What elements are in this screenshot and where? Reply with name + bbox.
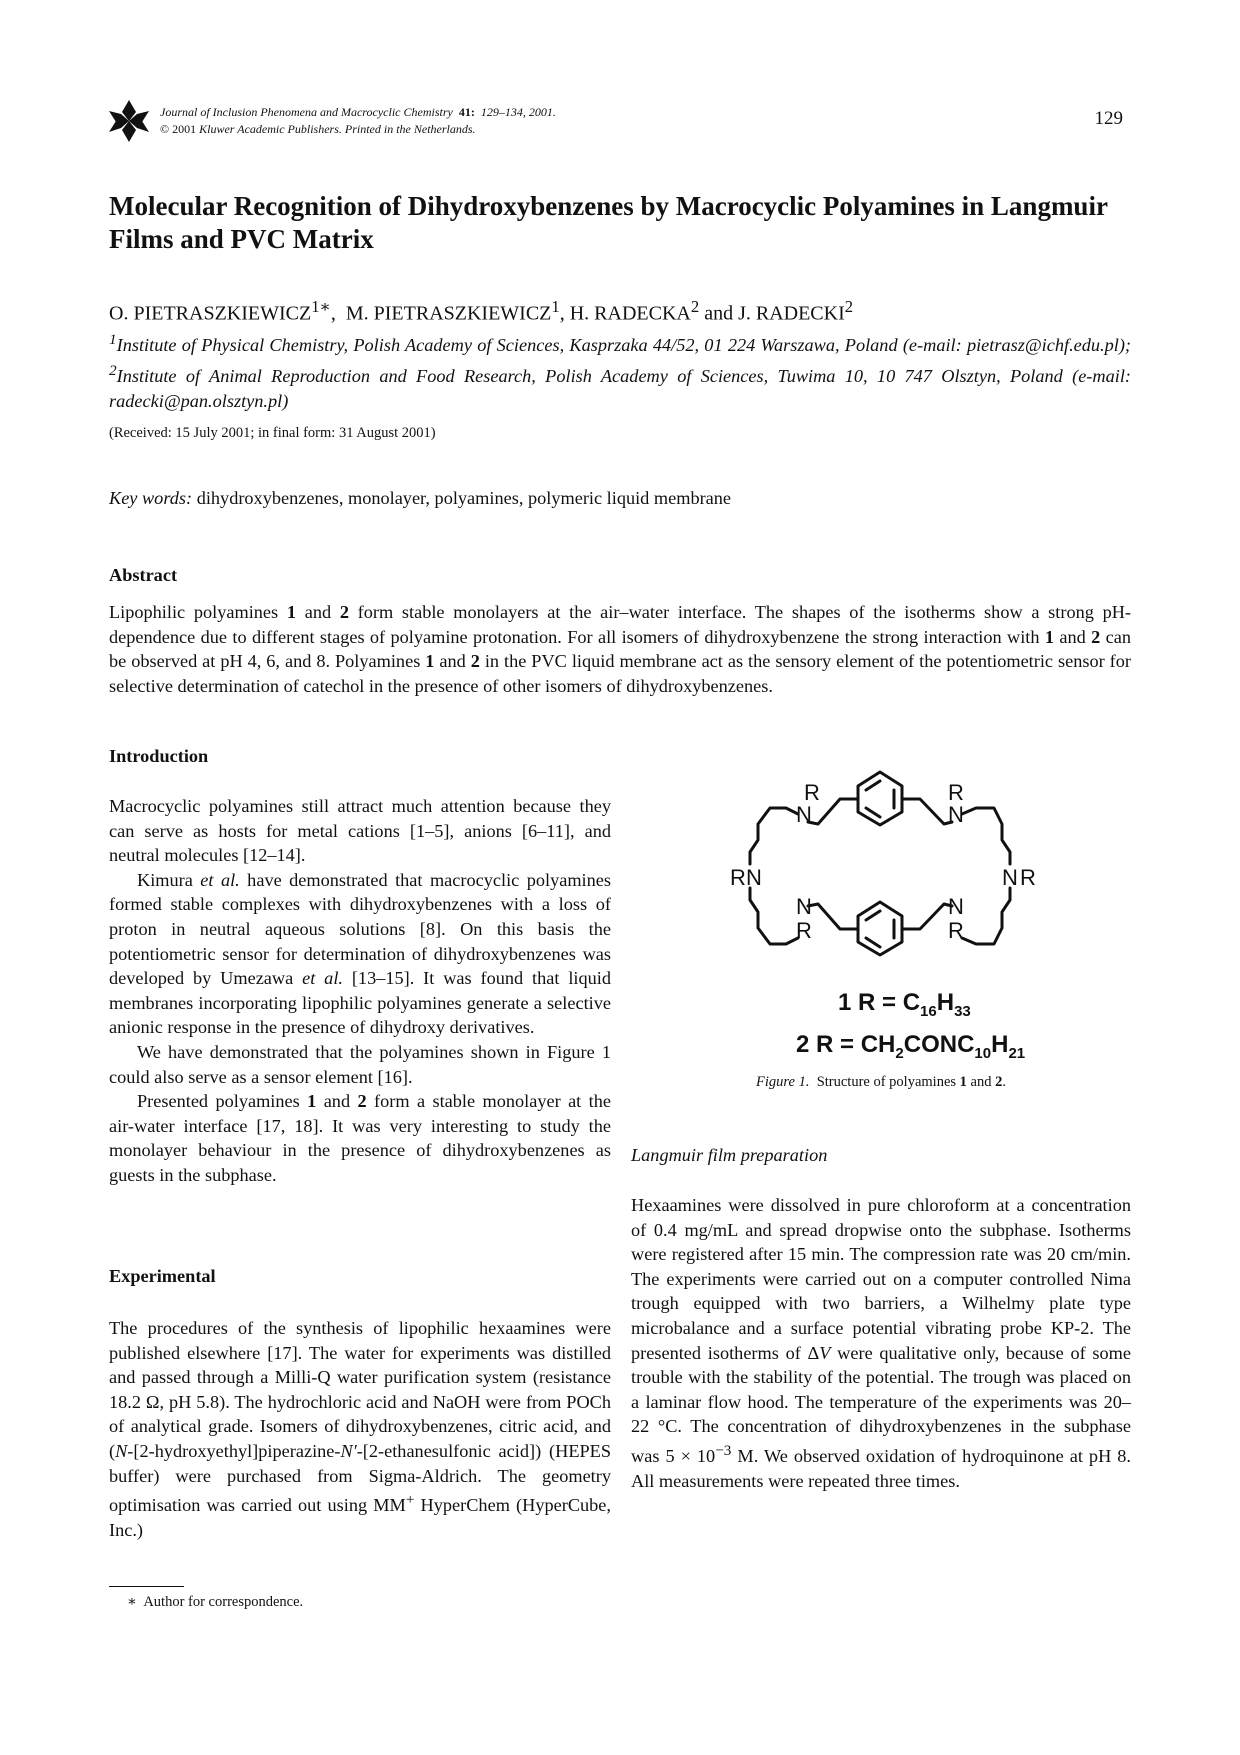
atom-n: N: [796, 802, 812, 827]
caption-text: and: [966, 1074, 996, 1090]
compound-ref: 1: [425, 651, 435, 672]
experimental-sup: +: [405, 1491, 415, 1509]
footnote-star: ∗: [127, 1594, 137, 1610]
introduction-body: [109, 794, 611, 1188]
atom-n: N: [796, 894, 812, 919]
received-dates: (Received: 15 July 2001; in final form: 31 August 2001): [109, 425, 436, 441]
keywords: [109, 488, 731, 509]
compound-ref: 1: [1044, 626, 1055, 647]
experimental-text: The procedures of the synthesis of lipophilic hexaamines were published elsewhere [17]. The water for experiments was distilled and passed through a Milli-Q water purification system (resistance 18.2 Ω, pH 5.8). The hydrochloric acid and NaOH were from POCh of analytical grade. Isomers of dihydroxybenzenes, citric acid, and (: [109, 1318, 611, 1461]
atom-n: N: [1002, 865, 1018, 890]
experimental-heading: Experimental: [109, 1266, 216, 1286]
author-3-sup: 2: [690, 297, 700, 316]
affil-1: Institute of Physical Chemistry, Polish Academy of Sciences, Kasprzaka 44/52, 01 224 Warszawa, Poland (e-mail: pietrasz@ichf.edu.pl);: [116, 335, 1131, 356]
journal-name: Journal of Inclusion Phenomena and Macrocyclic Chemistry: [160, 105, 453, 119]
experimental-body: [109, 1316, 611, 1542]
intro-text: form a stable monolayer at the air-water interface [17, 18]. It was very interesting to study the monolayer behaviour in the presence of dihydroxybenzenes as guests in the subphase.: [109, 1091, 611, 1185]
author-1-sup: 1∗: [311, 297, 331, 316]
footnote-rule: [109, 1586, 184, 1587]
compound-1-label: [838, 989, 971, 1020]
compound-2-label: [796, 1031, 1025, 1062]
intro-text: Kimura: [137, 869, 201, 890]
intro-etal: et al.: [302, 968, 343, 989]
author-list: O. $PIETRASZKIEWICZ^{1∗}$, M. PIETRASZKIEWICZ$^1$, H. RADECKA$^2$ and J. RADECKI$^2$: [109, 297, 854, 325]
author-1: O. PIETRASZKIEWICZ: [109, 302, 312, 325]
compound-ref: 2: [995, 1074, 1003, 1090]
footnote: [127, 1594, 303, 1611]
compound-1-formula: R = C: [858, 989, 921, 1016]
atom-n: N: [948, 894, 964, 919]
copyright: © 2001: [160, 122, 197, 136]
author-2: M. PIETRASZKIEWICZ: [345, 302, 552, 325]
abstract-text: in the PVC liquid membrane act as the sensory element of the potentiometric sensor for selective determination of catechol in the presence of other isomers of dihydroxybenzenes.: [109, 651, 1131, 696]
author-2-sup: 1: [551, 297, 560, 316]
caption-text: Structure of polyamines: [816, 1074, 960, 1090]
langmuir-text: Hexaamines were dissolved in pure chloroform at a concentration of 0.4 mg/mL and spread dropwise onto the subphase. Isotherms were registered after 15 min. The compression rate was 20 cm/min. The experiments were carried out on a computer controlled Nima trough equipped with two barriers, a Wilhelmy plate type microbalance and a surface potential vibrating probe KP-2. The presented isotherms of Δ: [631, 1195, 1131, 1363]
langmuir-text: M. We observed oxidation of hydroquinone at pH 8. All measurements were repeated three times.: [631, 1446, 1131, 1491]
abstract-text: and: [1054, 626, 1092, 647]
abstract-text: form stable monolayers at the air–water interface. The shapes of the isotherms show a strong pH-dependence due to different stages of polyamine protonation. For all isomers of dihydroxybenzene the strong interaction with: [109, 602, 1132, 647]
abstract-text: Lipophilic polyamines: [109, 602, 287, 622]
atom-r: R: [804, 780, 820, 805]
intro-text: have demonstrated that macrocyclic polyamines formed stable complexes with dihydroxybenzenes with a loss of proton in neutral aqueous solutions [8]. On this basis the potentiometric sensor for determination of dihydroxybenzenes was developed by Umezawa: [109, 869, 611, 989]
compound-2-formula: R = CH: [816, 1031, 896, 1058]
formula-subscript: 33: [954, 1003, 971, 1020]
abstract-text: and: [434, 651, 471, 672]
publisher: Kluwer Academic Publishers. Printed in the Netherlands.: [199, 122, 476, 136]
journal-citation: [160, 104, 556, 138]
intro-paragraph-4: [109, 1089, 611, 1187]
caption-label: Figure 1.: [756, 1074, 810, 1090]
affil-2: Institute of Animal Reproduction and Food Research, Polish Academy of Sciences, Tuwima 10, 10 747 Olsztyn, Poland (e-mail: radecki@pan.olsztyn.pl): [109, 366, 1131, 412]
atom-r: R: [730, 865, 746, 890]
compound-ref: 2: [1091, 626, 1101, 647]
compound-ref: 1: [286, 602, 296, 622]
experimental-text: -[2-ethanesulfonic acid]) (HEPES buffer) were purchased from Sigma-Aldrich. The geometry optimisation was carried out using MM: [109, 1440, 611, 1516]
intro-text: and: [316, 1091, 358, 1112]
intro-etal: et al.: [200, 869, 240, 890]
abstract-text: can be observed at pH 4, 6, and 8. Polyamines: [109, 626, 1131, 672]
experimental-text: -[2-hydroxyethyl]piperazine-: [127, 1440, 341, 1461]
atom-r: R: [948, 780, 964, 805]
experimental-italic: N′: [340, 1440, 357, 1461]
keywords-text: dihydroxybenzenes, monolayer, polyamines, polymeric liquid membrane: [196, 488, 732, 508]
compound-ref: 2: [339, 602, 349, 622]
formula-subscript: 2: [895, 1045, 904, 1062]
intro-text: [13–15]. It was found that liquid membranes incorporating lipophilic polyamines generate a selective anionic response in the presence of dihydroxy derivatives.: [109, 968, 611, 1038]
page-number: 129: [1094, 108, 1123, 129]
formula-subscript: 10: [974, 1045, 992, 1062]
intro-text: Presented polyamines: [137, 1091, 308, 1112]
abstract-heading: Abstract: [109, 565, 178, 585]
journal-volume: 41:: [458, 105, 475, 119]
figure-1-caption: [631, 1074, 1131, 1091]
author-4: J. RADECKI: [738, 302, 845, 325]
caption-text: .: [1002, 1074, 1006, 1090]
footnote-text: Author for correspondence.: [143, 1594, 304, 1610]
compound-ref: 2: [470, 651, 480, 672]
abstract-text: and: [296, 602, 340, 622]
langmuir-italic: V: [819, 1342, 831, 1363]
author-3: H. RADECKA: [569, 302, 691, 325]
compound-ref: 1: [959, 1074, 967, 1090]
intro-paragraph-1: Macrocyclic polyamines still attract much attention because they can serve as hosts for metal cations [1–5], anions [6–11], and neutral molecules [12–14].: [109, 796, 611, 866]
introduction-heading: Introduction: [109, 746, 209, 766]
langmuir-heading: Langmuir film preparation: [631, 1145, 828, 1165]
author-and: and: [704, 302, 734, 325]
compound-1-number: 1: [838, 989, 852, 1016]
atom-n: N: [948, 802, 964, 827]
langmuir-sup: −3: [715, 1441, 732, 1459]
formula-subscript: 21: [1008, 1045, 1026, 1062]
intro-paragraph-2: [109, 868, 611, 1040]
intro-paragraph-3: We have demonstrated that the polyamines shown in Figure 1 could also serve as a sensor element [16].: [109, 1041, 611, 1087]
paper-title: Molecular Recognition of Dihydroxybenzenes by Macrocyclic Polyamines in Langmuir Films and PVC Matrix: [109, 191, 1108, 254]
author-4-sup: 2: [844, 297, 854, 316]
experimental-text: HyperChem (HyperCube, Inc.): [109, 1495, 611, 1540]
formula-h: H: [991, 1031, 1009, 1058]
atom-r: R: [948, 918, 964, 943]
experimental-paragraph: [109, 1316, 611, 1542]
langmuir-paragraph: [631, 1193, 1131, 1493]
journal-pages: 129–134, 2001.: [480, 105, 556, 119]
langmuir-body: [631, 1193, 1131, 1493]
compound-ref: 1: [307, 1091, 317, 1112]
compound-ref: 2: [357, 1091, 367, 1112]
atom-r: R: [1020, 865, 1036, 890]
compound-2-number: 2: [796, 1031, 810, 1058]
formula-h: H: [936, 989, 955, 1016]
affiliations: [109, 327, 1131, 414]
affil-1-sup: 1: [109, 331, 117, 348]
formula-mid: CONC: [903, 1031, 975, 1058]
keywords-label: Key words:: [109, 488, 193, 508]
experimental-italic: N: [115, 1440, 128, 1461]
figure-1-structure: [700, 752, 1080, 1072]
atom-n: N: [746, 865, 762, 890]
publisher-logo: [109, 100, 149, 142]
affil-2-sup: 2: [109, 362, 117, 380]
langmuir-text: were qualitative only, because of some trouble with the stability of the potential. The trough was placed on a laminar flow hood. The temperature of the experiments was 20–22 °C. The concentration of dihydroxybenzenes in the subphase was 5 × 10: [631, 1342, 1131, 1467]
abstract-body: [109, 600, 1131, 698]
formula-subscript: 16: [920, 1003, 937, 1020]
atom-r: R: [796, 918, 812, 943]
